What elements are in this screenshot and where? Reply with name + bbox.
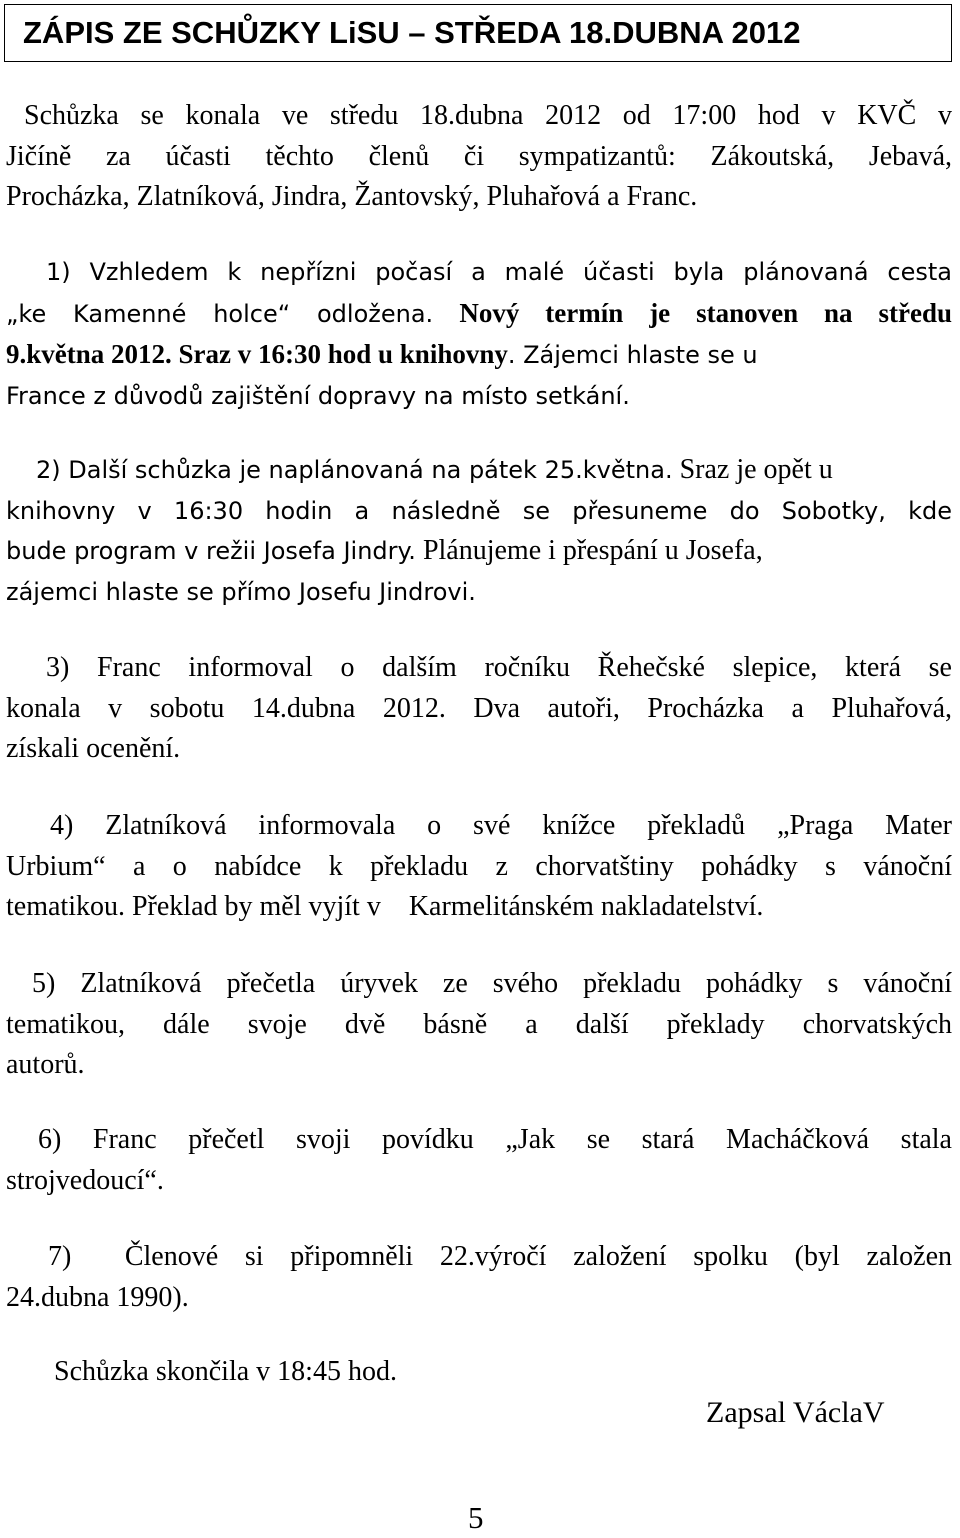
item-1-line-4: France z důvodů zajištění dopravy na místo setkání. — [6, 381, 630, 410]
item-4-line-1: 4) Zlatníková informovala o své knížce překladů „Praga Mater — [50, 810, 952, 841]
item-4-line-2: Urbium“ a o nabídce k překladu z chorvatštiny pohádky s vánoční — [6, 850, 952, 882]
intro-line-1: Schůzka se konala ve středu 18.dubna 2012 od 17:00 hod v KVČ v — [24, 100, 952, 131]
item-1-line-1: 1) Vzhledem k nepřízni počasí a malé účasti byla plánovaná cesta — [46, 258, 952, 286]
item-2-line-1-end: Sraz je opět u — [672, 454, 833, 485]
item-5-line-3: autorů. — [6, 1049, 85, 1080]
item-1-new-date: Nový termín je stanoven na středu — [459, 297, 952, 328]
item-6-line-2: strojvedoucí“. — [6, 1164, 164, 1196]
item-2-paragraph — [6, 450, 952, 612]
item-1-line-2 — [6, 293, 952, 335]
intro-paragraph — [6, 96, 952, 218]
item-4-line-3: tematikou. Překlad by měl vyjít v Karmelitánském nakladatelství. — [6, 891, 764, 922]
item-6-line-1: 6) Franc přečetl svoji povídku „Jak se stará Macháčková stala — [38, 1124, 952, 1155]
item-3-paragraph — [6, 648, 952, 770]
item-3-line-1: 3) Franc informoval o dalším ročníku Řehečské slepice, která se — [46, 652, 952, 683]
item-4-paragraph — [6, 806, 952, 928]
intro-line-3: Procházka, Zlatníková, Jindra, Žantovský, Pluhařová a Franc. — [6, 181, 698, 212]
item-2-line-3-end: Plánujeme i přespání u Josefa, — [415, 535, 763, 566]
item-2-line-1 — [6, 450, 952, 491]
item-2-line-2: knihovny v 16:30 hodin a následně se přesuneme do Sobotky, kde — [6, 496, 952, 525]
item-2-line-4: zájemci hlaste se přímo Josefu Jindrovi. — [6, 577, 476, 606]
item-7-line-2: 24.dubna 1990). — [6, 1281, 189, 1313]
item-5-paragraph — [6, 964, 952, 1086]
intro-line-2: Jičíně za účasti těchto členů či sympatizantů: Zákoutská, Jebavá, — [6, 140, 952, 172]
document-title-box — [4, 4, 952, 62]
document-title: ZÁPIS ZE SCHŮZKY LiSU – STŘEDA 18.DUBNA 2012 — [23, 15, 801, 50]
item-3-line-2: konala v sobotu 14.dubna 2012. Dva autoři, Procházka a Pluhařová, — [6, 692, 952, 724]
item-3-line-3: získali ocenění. — [6, 733, 181, 764]
item-2-line-3 — [6, 531, 952, 572]
item-2-line-1-text: 2) Další schůzka je naplánovaná na pátek 25.května. — [36, 456, 673, 484]
item-5-line-2: tematikou, dále svoje dvě básně a další překlady chorvatských — [6, 1008, 952, 1040]
item-7-line-1: 7) Členové si připomněli 22.výročí založení spolku (byl založen — [48, 1241, 952, 1272]
item-1-line-3-text: . Zájemci hlaste se u — [507, 341, 758, 369]
item-5-line-1: 5) Zlatníková přečetla úryvek ze svého překladu pohádky s vánoční — [32, 968, 952, 999]
item-1-meeting-point: 9.května 2012. Sraz v 16:30 hod u knihovny — [6, 339, 508, 369]
closing-line: Schůzka skončila v 18:45 hod. — [54, 1356, 397, 1387]
item-2-line-3-text: bude program v režii Josefa Jindry. — [6, 537, 416, 565]
item-1-paragraph — [6, 252, 952, 416]
page-number: 5 — [468, 1500, 484, 1535]
item-6-paragraph — [6, 1120, 952, 1201]
item-1-line-3 — [6, 334, 952, 376]
signature: Zapsal VáclaV — [706, 1396, 885, 1429]
item-7-paragraph — [6, 1237, 952, 1318]
item-1-line-2-text: „ke Kamenné holce“ odložena. — [6, 299, 434, 328]
